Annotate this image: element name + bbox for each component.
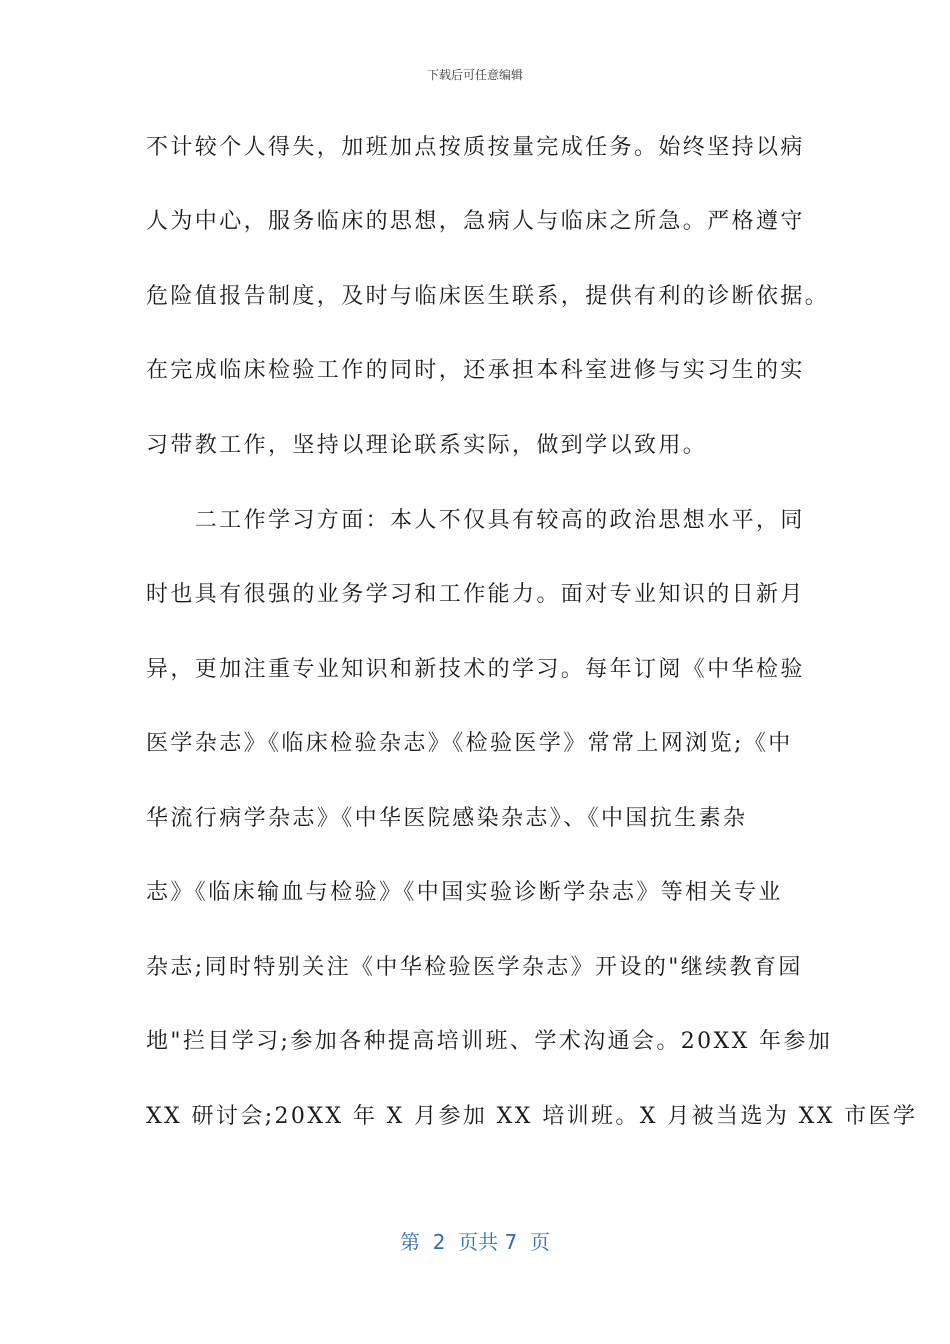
body-line: 时也具有很强的业务学习和工作能力。面对专业知识的日新月: [146, 582, 805, 607]
body-line: 人为中心，服务临床的思想，急病人与临床之所急。严格遵守: [146, 209, 805, 234]
body-line: 华流行病学杂志》《中华医院感染杂志》、《中国抗生素杂: [146, 806, 748, 831]
body-line: 志》《临床输血与检验》《中国实验诊断学杂志》等相关专业: [146, 880, 783, 905]
body-line: 二工作学习方面：本人不仅具有较高的政治思想水平，同: [146, 508, 805, 533]
body-line: 危险值报告制度，及时与临床医生联系，提供有利的诊断依据。: [146, 284, 830, 309]
page-header: 下载后可任意编辑: [426, 68, 523, 82]
body-line: 习带教工作，坚持以理论联系实际，做到学以致用。: [146, 433, 708, 458]
body-line: 在完成临床检验工作的同时，还承担本科室进修与实习生的实: [146, 358, 805, 383]
body-line: 不计较个人得失，加班加点按质按量完成任务。始终坚持以病: [146, 135, 805, 160]
body-line: 杂志;同时特别关注《中华检验医学杂志》开设的"继续教育园: [146, 955, 803, 980]
body-line: XX 研讨会;20XX 年 X 月参加 XX 培训班。X 月被当选为 XX 市医学: [146, 1104, 918, 1129]
page-number-footer: 第 2 页共 7 页: [400, 1230, 550, 1254]
body-line: 异，更加注重专业知识和新技术的学习。每年订阅《中华检验: [146, 657, 805, 682]
body-line: 地"拦目学习;参加各种提高培训班、学术沟通会。20XX 年参加: [146, 1029, 833, 1054]
body-line: 医学杂志》《临床检验杂志》《检验医学》常常上网浏览;《中: [146, 731, 793, 756]
